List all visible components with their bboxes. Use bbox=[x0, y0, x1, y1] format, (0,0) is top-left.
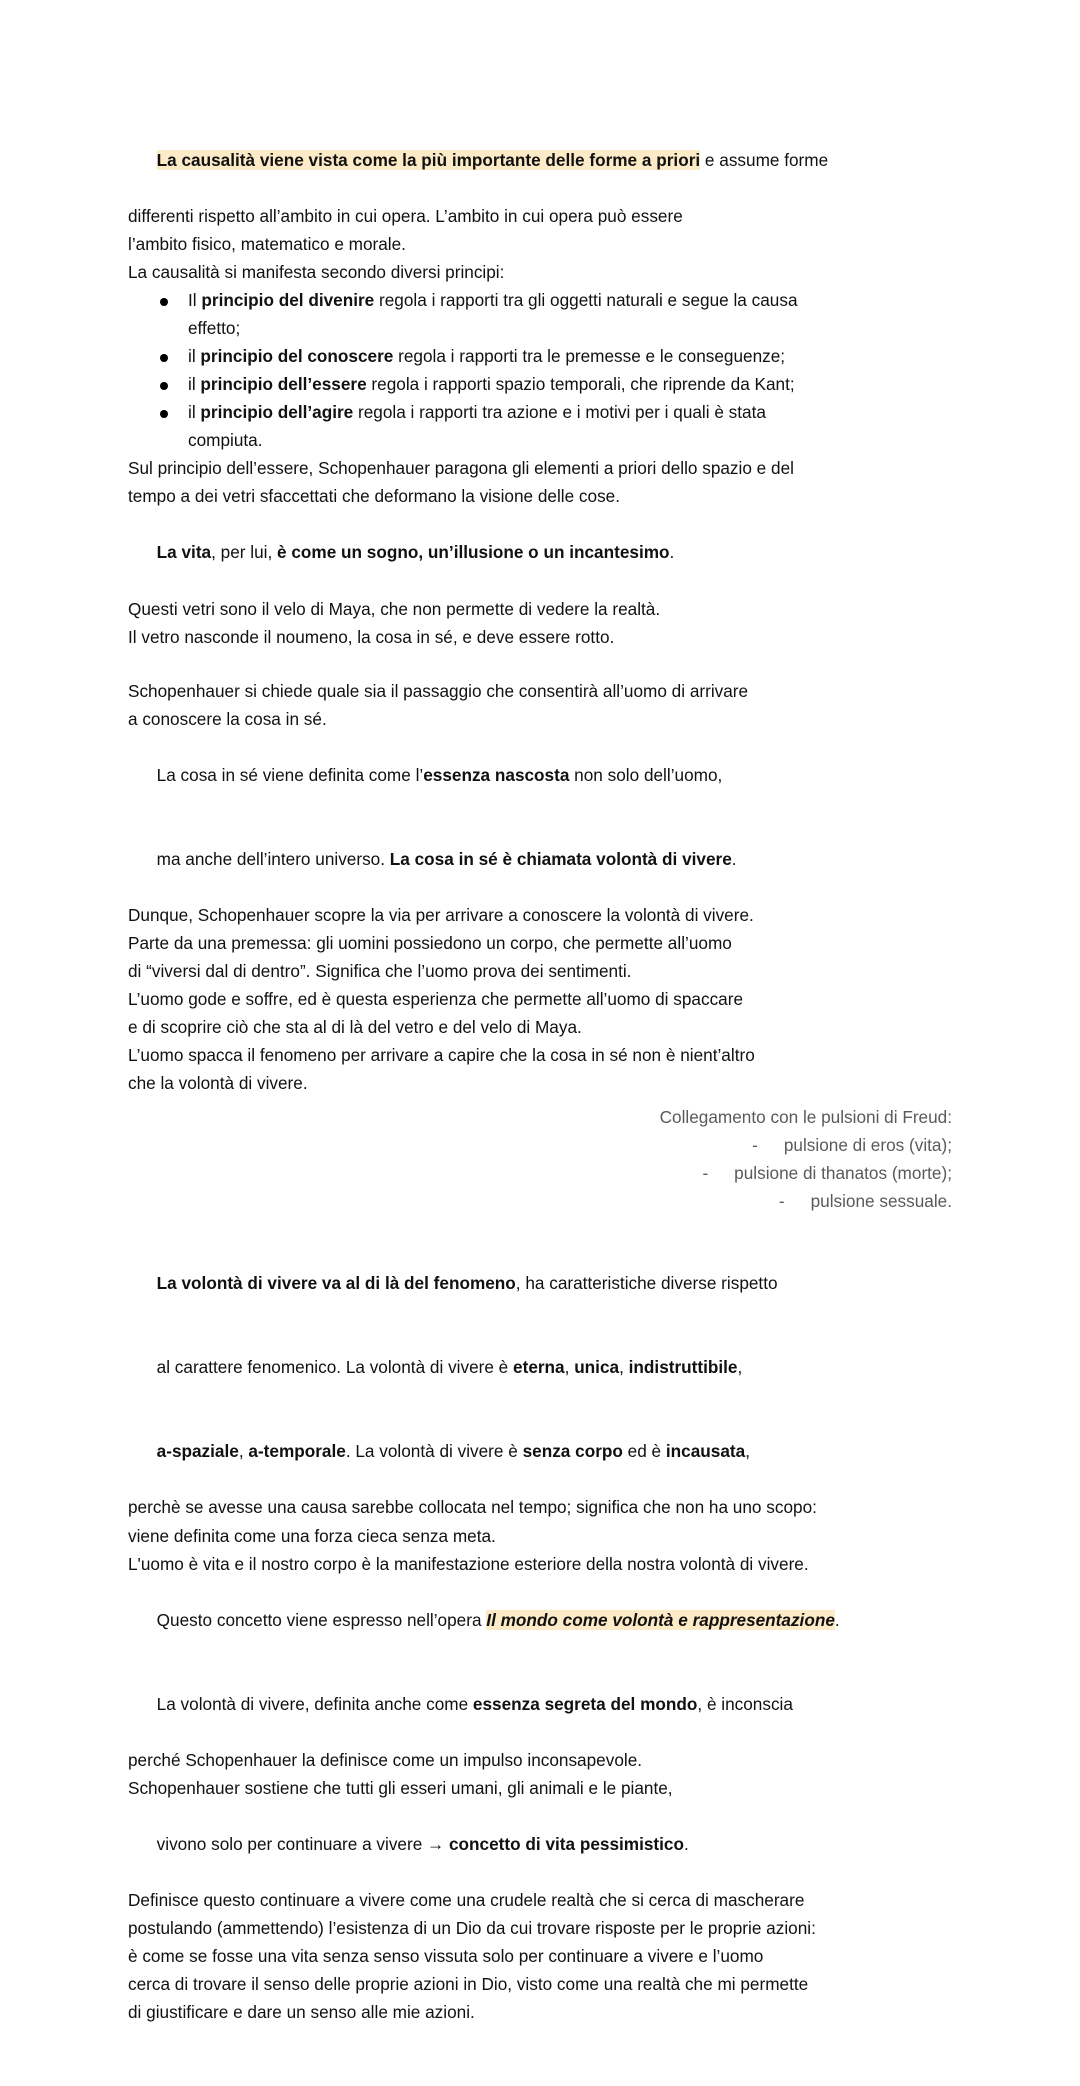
freud-item-text: pulsione di eros (vita); bbox=[783, 1135, 952, 1156]
paragraph-causalita bbox=[128, 118, 952, 202]
freud-note bbox=[128, 1103, 952, 1215]
principi-list bbox=[128, 286, 952, 454]
list-item bbox=[128, 286, 952, 342]
volonta-fenomeno-bold: La volontà di vivere va al di là del fenomeno bbox=[156, 1273, 516, 1294]
list-item-pre: il bbox=[188, 346, 201, 367]
pessimismo-post: . bbox=[683, 1833, 689, 1854]
segreta-bold: essenza segreta del mondo bbox=[472, 1693, 698, 1714]
list-item-post: regola i rapporti tra gli oggetti naturali e segue la causa bbox=[374, 290, 798, 311]
paragraph-essenza-nascosta bbox=[128, 733, 952, 817]
paragraph-impulso-inconsapevole: perché Schopenhauer la definisce come un impulso inconsapevole. bbox=[128, 1749, 643, 1770]
carat-b3: indistruttibile bbox=[628, 1357, 738, 1378]
paragraph-crudele-realta: Definisce questo continuare a vivere come una crudele realtà che si cerca di mascherare bbox=[128, 1889, 805, 1910]
paragraph-giustificare: di giustificare e dare un senso alle mie azioni. bbox=[128, 2002, 475, 2023]
carat-pre: al carattere fenomenico. La volontà di vivere è bbox=[156, 1357, 514, 1378]
paragraph-corpo-manifestazione: L'uomo è vita e il nostro corpo è la manifestazione esteriore della nostra volontà di vivere. bbox=[128, 1553, 809, 1574]
paragraph-caratteristiche-2 bbox=[128, 1409, 952, 1493]
list-item-post2: effetto; bbox=[188, 318, 241, 339]
paragraph-vita-senza-senso: è come se fosse una vita senza senso vissuta solo per continuare a vivere e l’uomo bbox=[128, 1945, 764, 1966]
carat-s1: , bbox=[564, 1357, 575, 1378]
highlighted-phrase: La causalità viene vista come la più importante delle forme a priori bbox=[156, 150, 701, 171]
list-item bbox=[128, 342, 952, 370]
freud-dash: - bbox=[752, 1135, 758, 1156]
essenza-pre: La cosa in sé viene definita come l’ bbox=[156, 764, 424, 785]
freud-title: Collegamento con le pulsioni di Freud: bbox=[659, 1107, 952, 1128]
paragraph-causa-l4: perchè se avesse una causa sarebbe collocata nel tempo; significa che non ha uno scopo: bbox=[128, 1497, 817, 1518]
opera-post: . bbox=[834, 1609, 840, 1630]
segreta-post: , è inconscia bbox=[697, 1693, 793, 1714]
paragraph-cosa-in-se-l2: a conoscere la cosa in sé. bbox=[128, 708, 327, 729]
paragraph-senso-in-dio: cerca di trovare il senso delle proprie azioni in Dio, visto come una realtà che mi permette bbox=[128, 1974, 809, 1994]
paragraph-opera bbox=[128, 1578, 952, 1662]
opera-pre: Questo concetto viene espresso nell’opera bbox=[156, 1609, 487, 1630]
freud-dash: - bbox=[702, 1163, 709, 1184]
section-gap-2 bbox=[128, 1215, 952, 1241]
paragraph-forza-cieca: viene definita come una forza cieca senza meta. bbox=[128, 1525, 496, 1546]
volonta-post: . bbox=[731, 848, 737, 869]
carat2-b2: a-temporale bbox=[248, 1441, 346, 1462]
paragraph-pessimismo bbox=[128, 1802, 952, 1886]
paragraph-causalita-line2: differenti rispetto all’ambito in cui opera. L’ambito in cui opera può essere bbox=[128, 206, 683, 227]
paragraph-esperienza-l8: L’uomo gode e soffre, ed è questa esperienza che permette all’uomo di spaccare bbox=[128, 988, 743, 1009]
paragraph-principi-intro: La causalità si manifesta secondo diversi principi: bbox=[128, 262, 505, 283]
list-item-bold: principio del conoscere bbox=[200, 346, 394, 367]
volonta-fenomeno-post: , ha caratteristiche diverse rispetto bbox=[515, 1273, 778, 1294]
paragraph-essere-line1: Sul principio dell’essere, Schopenhauer paragona gli elementi a priori dello spazio e del bbox=[128, 458, 794, 479]
pessimismo-pre: vivono solo per continuare a vivere → bbox=[156, 1833, 449, 1854]
carat-b2: unica bbox=[574, 1357, 620, 1378]
paragraph-maya-line2: Il vetro nasconde il noumeno, la cosa in sé, e deve essere rotto. bbox=[128, 626, 615, 647]
carat2-b4: incausata bbox=[665, 1441, 746, 1462]
document-body bbox=[128, 118, 952, 2026]
paragraph-postulando: postulando (ammettendo) l’esistenza di un Dio da cui trovare risposte per le proprie azioni: bbox=[128, 1917, 816, 1938]
paragraph-causalita-rest: e assume forme bbox=[700, 150, 829, 171]
paragraph-volonta-fenomeno bbox=[128, 1241, 952, 1325]
paragraph-esseri-viventi: Schopenhauer sostiene che tutti gli esseri umani, gli animali e le piante, bbox=[128, 1777, 673, 1798]
essenza-bold: essenza nascosta bbox=[423, 764, 570, 785]
freud-item bbox=[128, 1131, 952, 1159]
paragraph-causalita-line3: l’ambito fisico, matematico e morale. bbox=[128, 234, 406, 255]
opera-title: Il mondo come volontà e rappresentazione bbox=[486, 1609, 835, 1630]
vita-bold-1: La vita bbox=[156, 542, 212, 563]
list-item-pre: il bbox=[188, 402, 201, 423]
paragraph-premessa-l6: Parte da una premessa: gli uomini possiedono un corpo, che permette all’uomo bbox=[128, 932, 732, 953]
list-item-pre: Il bbox=[188, 290, 202, 311]
carat2-b1: a-spaziale bbox=[156, 1441, 239, 1462]
essenza-post: non solo dell’uomo, bbox=[569, 764, 723, 785]
list-item-bold: principio dell’essere bbox=[200, 374, 367, 395]
carat2-end: , bbox=[745, 1441, 750, 1462]
freud-item-text: pulsione di thanatos (morte); bbox=[734, 1163, 952, 1184]
carat-end: , bbox=[737, 1357, 743, 1378]
freud-item bbox=[128, 1187, 952, 1215]
vita-bold-2: è come un sogno, un’illusione o un incantesimo bbox=[277, 542, 670, 563]
freud-item bbox=[128, 1159, 952, 1187]
paragraph-premessa-l7: di “viversi dal di dentro”. Significa che l’uomo prova dei sentimenti. bbox=[128, 960, 632, 981]
paragraph-vita bbox=[128, 510, 952, 594]
carat2-mid2: ed è bbox=[622, 1441, 666, 1462]
list-item-post: regola i rapporti tra le premesse e le conseguenze; bbox=[393, 346, 786, 367]
freud-dash: - bbox=[778, 1191, 785, 1212]
volonta-bold: La cosa in sé è chiamata volontà di vivere bbox=[389, 848, 732, 869]
paragraph-fenomeno-l11: che la volontà di vivere. bbox=[128, 1073, 308, 1094]
paragraph-esperienza-l9: e di scoprire ciò che sta al di là del vetro e del velo di Maya. bbox=[128, 1016, 582, 1037]
paragraph-caratteristiche bbox=[128, 1325, 952, 1409]
segreta-pre: La volontà di vivere, definita anche come bbox=[156, 1693, 473, 1714]
paragraph-fenomeno-l10: L’uomo spacca il fenomeno per arrivare a capire che la cosa in sé non è nient’altro bbox=[128, 1045, 755, 1065]
list-item-pre: il bbox=[188, 374, 201, 395]
carat-b1: eterna bbox=[513, 1357, 565, 1378]
list-item bbox=[128, 398, 952, 454]
section-gap bbox=[128, 651, 952, 677]
vita-mid: , per lui, bbox=[211, 542, 278, 563]
carat2-mid: . La volontà di vivere è bbox=[345, 1441, 523, 1462]
volonta-pre: ma anche dell’intero universo. bbox=[156, 848, 390, 869]
carat-s2: , bbox=[619, 1357, 629, 1378]
paragraph-maya-line1: Questi vetri sono il velo di Maya, che non permette di vedere la realtà. bbox=[128, 598, 661, 619]
list-item bbox=[128, 370, 952, 398]
vita-end: . bbox=[669, 542, 675, 563]
paragraph-via-l5: Dunque, Schopenhauer scopre la via per arrivare a conoscere la volontà di vivere. bbox=[128, 904, 754, 925]
carat2-b3: senza corpo bbox=[522, 1441, 623, 1462]
paragraph-essere-line2: tempo a dei vetri sfaccettati che deformano la visione delle cose. bbox=[128, 486, 621, 507]
carat2-s1: , bbox=[238, 1441, 249, 1462]
list-item-post: regola i rapporti tra azione e i motivi per i quali è stata bbox=[353, 402, 766, 423]
paragraph-cosa-in-se-l1: Schopenhauer si chiede quale sia il passaggio che consentirà all’uomo di arrivare bbox=[128, 680, 749, 701]
list-item-post2: compiuta. bbox=[188, 430, 263, 451]
list-item-post: regola i rapporti spazio temporali, che riprende da Kant; bbox=[366, 374, 795, 395]
pessimismo-bold: concetto di vita pessimistico bbox=[449, 1833, 684, 1854]
paragraph-essenza-segreta bbox=[128, 1662, 952, 1746]
freud-item-text: pulsione sessuale. bbox=[810, 1191, 952, 1212]
paragraph-volonta-di-vivere bbox=[128, 817, 952, 901]
list-item-bold: principio dell’agire bbox=[200, 402, 354, 423]
list-item-bold: principio del divenire bbox=[201, 290, 375, 311]
